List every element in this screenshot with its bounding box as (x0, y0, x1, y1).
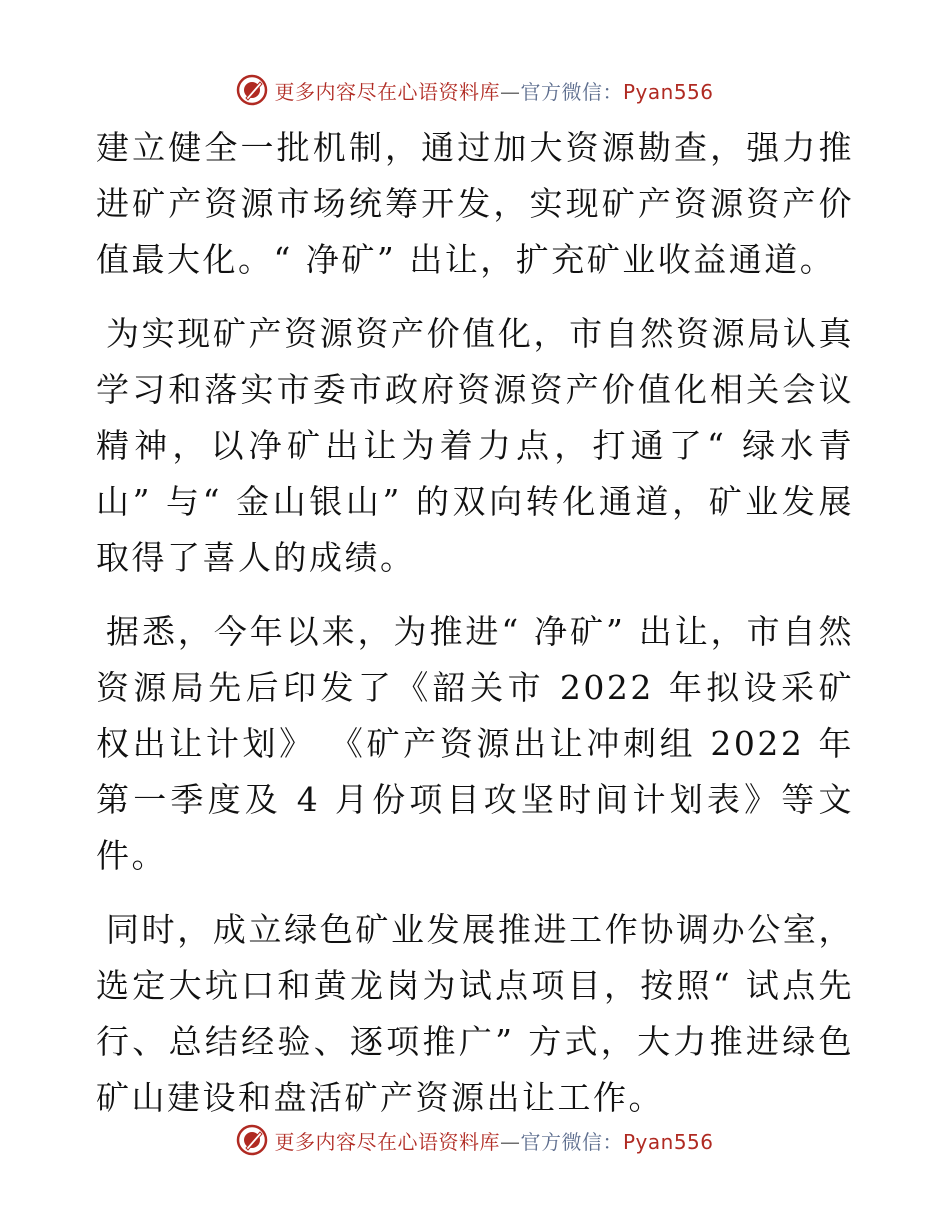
banner-text (274, 76, 713, 105)
banner-text (274, 1126, 713, 1155)
banner-main: 更多内容尽在心语资料库 (274, 79, 500, 104)
pen-seal-icon (236, 74, 268, 106)
document-body (96, 120, 854, 1144)
pen-seal-icon (236, 1124, 268, 1156)
banner-dash: — (499, 1129, 521, 1154)
banner-dash: — (499, 79, 521, 104)
banner-wechat-label: 官方微信： (520, 79, 623, 104)
footer-banner (0, 1120, 950, 1160)
banner-wechat-label: 官方微信： (520, 1129, 623, 1154)
paragraph-4: 同时，成立绿色矿业发展推进工作协调办公室，选定大坑口和黄龙岗为试点项目，按照“ 试点先行、总结经验、逐项推广” 方式，大力推进绿色矿山建设和盘活矿产资源出让工作。 (96, 910, 854, 1117)
paragraph-3: 据悉，今年以来，为推进“ 净矿” 出让，市自然资源局先后印发了《韶关市 2022 年拟设采矿权出让计划》 《矿产资源出让冲刺组 2022 年第一季度及 4 月份项目攻坚时间计划表》等文件。 (96, 612, 854, 875)
header-banner (0, 70, 950, 110)
banner-main: 更多内容尽在心语资料库 (274, 1129, 500, 1154)
paragraph-2: 为实现矿产资源资产价值化，市自然资源局认真学习和落实市委市政府资源资产价值化相关会议精神，以净矿出让为着力点，打通了“ 绿水青山” 与“ 金山银山” 的双向转化通道，矿业发展取得了喜人的成绩。 (96, 314, 854, 577)
banner-account: Pyan556 (622, 79, 714, 104)
banner-account: Pyan556 (622, 1129, 714, 1154)
paragraph-1: 建立健全一批机制，通过加大资源勘查，强力推进矿产资源市场统筹开发，实现矿产资源资产价值最大化。“ 净矿” 出让，扩充矿业收益通道。 (96, 128, 854, 279)
